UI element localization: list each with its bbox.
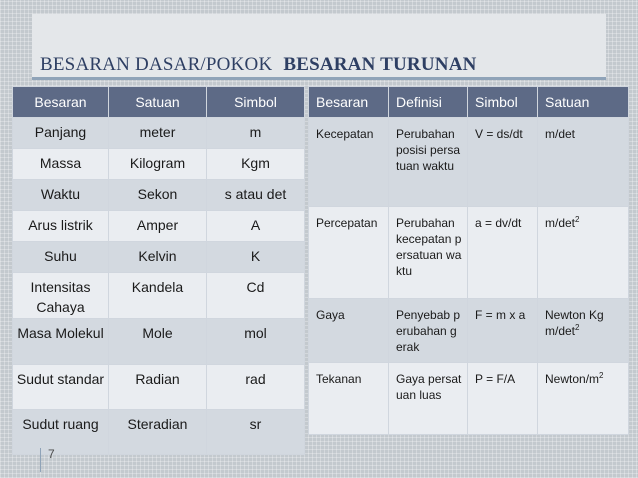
title-basic-quantities: BESARAN DASAR/POKOK [40, 54, 273, 75]
cell-besaran: Suhu [13, 242, 109, 273]
cell-satuan: Radian [109, 365, 207, 410]
basic-quantities-table [12, 86, 305, 455]
table-row [13, 242, 305, 273]
cell-simbol: V = ds/dt [468, 118, 538, 207]
cell-simbol: rad [207, 365, 305, 410]
cell-besaran: Intensitas Cahaya [13, 273, 109, 319]
cell-besaran: Tekanan [309, 363, 389, 435]
satuan-exponent: 2 [575, 323, 580, 332]
header-definisi: Definisi [389, 87, 468, 118]
table-row [13, 211, 305, 242]
cell-satuan: Kandela [109, 273, 207, 319]
cell-simbol: m [207, 118, 305, 149]
cell-besaran: Panjang [13, 118, 109, 149]
cell-simbol: mol [207, 319, 305, 365]
derived-quantities-table [308, 86, 629, 435]
cell-satuan [538, 118, 629, 207]
cell-satuan: Steradian [109, 410, 207, 455]
cell-besaran: Waktu [13, 180, 109, 211]
table-row [13, 118, 305, 149]
cell-besaran: Sudut ruang [13, 410, 109, 455]
satuan-text: Newton Kg m/det [545, 308, 604, 338]
header-satuan: Satuan [538, 87, 629, 118]
cell-simbol: P = F/A [468, 363, 538, 435]
header-besaran: Besaran [309, 87, 389, 118]
header-simbol: Simbol [207, 87, 305, 118]
cell-satuan: Kilogram [109, 149, 207, 180]
cell-definisi: Perubahan kecepatan persatuan waktu [389, 207, 468, 299]
cell-besaran: Percepatan [309, 207, 389, 299]
table-row [13, 365, 305, 410]
cell-definisi: Gaya persatuan luas [389, 363, 468, 435]
cell-definisi: Perubahan posisi persatuan waktu [389, 118, 468, 207]
cell-simbol: sr [207, 410, 305, 455]
cell-definisi: Penyebab perubahan gerak [389, 299, 468, 363]
page-number: 7 [48, 447, 55, 461]
cell-satuan [538, 207, 629, 299]
title-underline [32, 77, 606, 80]
table-row [13, 319, 305, 365]
table-row [309, 299, 629, 363]
table-row [13, 410, 305, 455]
table-row [13, 273, 305, 319]
satuan-exponent: 2 [599, 371, 604, 380]
cell-satuan [538, 363, 629, 435]
cell-satuan [538, 299, 629, 363]
cell-simbol: s atau det [207, 180, 305, 211]
table-row [13, 149, 305, 180]
satuan-text: m/det [545, 127, 576, 141]
cell-simbol: a = dv/dt [468, 207, 538, 299]
header-satuan: Satuan [109, 87, 207, 118]
slide-title [40, 54, 477, 76]
cell-satuan: Kelvin [109, 242, 207, 273]
satuan-text: m/det [545, 216, 576, 230]
table-header-row [13, 87, 305, 118]
cell-besaran: Arus listrik [13, 211, 109, 242]
table-header-row [309, 87, 629, 118]
cell-simbol: Cd [207, 273, 305, 319]
cell-satuan: Amper [109, 211, 207, 242]
cell-simbol: F = m x a [468, 299, 538, 363]
title-derived-quantities: BESARAN TURUNAN [283, 54, 477, 75]
cell-simbol: K [207, 242, 305, 273]
cell-satuan: Sekon [109, 180, 207, 211]
page-number-divider [40, 448, 41, 472]
cell-satuan: Mole [109, 319, 207, 365]
cell-simbol: A [207, 211, 305, 242]
table-row [309, 207, 629, 299]
cell-simbol: Kgm [207, 149, 305, 180]
cell-besaran: Massa [13, 149, 109, 180]
header-simbol: Simbol [468, 87, 538, 118]
table-row [309, 118, 629, 207]
cell-besaran: Sudut standar [13, 365, 109, 410]
header-besaran: Besaran [13, 87, 109, 118]
cell-satuan: meter [109, 118, 207, 149]
satuan-text: Newton/m [545, 372, 600, 386]
cell-besaran: Gaya [309, 299, 389, 363]
cell-besaran: Masa Molekul [13, 319, 109, 365]
cell-besaran: Kecepatan [309, 118, 389, 207]
table-row [13, 180, 305, 211]
table-row [309, 363, 629, 435]
satuan-exponent: 2 [575, 215, 580, 224]
